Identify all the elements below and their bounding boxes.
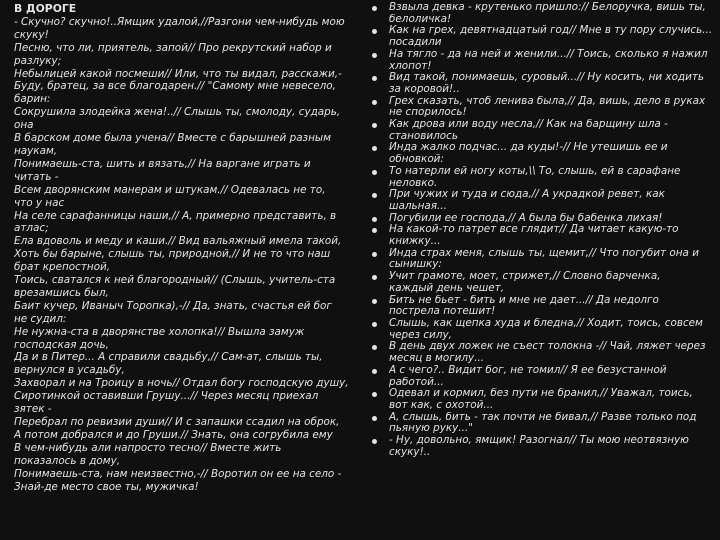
stanza-item	[370, 224, 718, 247]
stanza-line: А с чего?.. Видит бог, не томил// Я ее безустанной	[389, 364, 667, 376]
left-column	[14, 0, 360, 493]
stanza-line: пьяную руку..."	[389, 423, 474, 435]
bullet-icon	[372, 217, 377, 222]
stanza-line: шальная...	[389, 200, 447, 212]
stanza-item	[370, 119, 718, 142]
poem-line: Хоть бы барыне, слышь ты, природной,// И не то что наш	[14, 248, 331, 261]
poem-line: что у нас	[14, 196, 65, 209]
stanza-line: посадили	[389, 37, 442, 49]
bullet-icon	[372, 345, 377, 350]
stanza-line: А, слышь, бить - так почти не бивал,// Разве только под	[389, 411, 697, 423]
bullet-icon	[372, 252, 377, 257]
stanza-item	[370, 213, 718, 225]
stanza-line: неловко.	[389, 177, 438, 189]
poem-line: Да и в Питер... А справили свадьбу,// Сам-ат, слышь ты,	[14, 351, 323, 364]
poem-line: Понимаешь-ста, нам неизвестно,-// Воротил он ее на село -	[14, 467, 342, 480]
stanza-line: не спорилось!	[389, 107, 467, 119]
stanza-item	[370, 435, 718, 458]
bullet-icon	[372, 228, 377, 233]
poem-line: Баит кучер, Иваныч Торопка),-// Да, знать, счастья ей бог	[14, 299, 332, 312]
stanza-line: Погубили ее господа,// А была бы бабенка лихая!	[389, 212, 663, 224]
bullet-icon	[372, 369, 377, 374]
poem-line: В барском доме была учена// Вместе с барышней разным	[14, 132, 331, 145]
poem-line: скуку!	[14, 28, 49, 41]
stanza-line: - Ну, довольно, ямщик! Разогнал// Ты мою неотвязную	[389, 435, 689, 447]
right-column	[370, 0, 718, 458]
poem-line: показалось в дому,	[14, 454, 121, 467]
bullet-icon	[372, 299, 377, 304]
poem-line: Знай-де место свое ты, мужичка!	[14, 480, 199, 493]
poem-line: Захворал и на Троицу в ночь// Отдал богу господскую душу,	[14, 377, 349, 390]
stanza-line: Как дрова или воду несла,// Как на барщину шла -	[389, 119, 668, 131]
stanza-item	[370, 72, 718, 95]
poem-line: Сиротинкой оставивши Грушу...// Через месяц приехал	[14, 390, 319, 403]
bullet-icon	[372, 53, 377, 58]
stanza-line: работой...	[389, 376, 444, 388]
poem-line: читать -	[14, 170, 59, 183]
poem-line: она	[14, 119, 34, 132]
stanza-line: Учит грамоте, моет, стрижет,// Словно барченка,	[389, 271, 661, 283]
stanza-item	[370, 341, 718, 364]
poem-line: господская дочь,	[14, 338, 109, 351]
stanza-item	[370, 25, 718, 48]
stanza-line: На тягло - да на ней и женили...// Тоись, сколько я нажил	[389, 48, 708, 60]
stanza-line: Бить не бьет - бить и мне не дает...// Да недолго	[389, 294, 659, 306]
stanza-line: каждый день чешет,	[389, 282, 505, 294]
stanza-line: через силу,	[389, 329, 452, 341]
bullet-icon	[372, 6, 377, 11]
poem-line: наукам,	[14, 144, 58, 157]
poem-title: В ДОРОГЕ	[14, 3, 77, 15]
stanza-line: То натерли ей ногу коты,\\ То, слышь, ей в сарафане	[389, 165, 681, 177]
poem-line: - Скучно? скучно!..Ямщик удалой,//Разгони чем-нибудь мою	[14, 15, 345, 28]
poem-line: Всем дворянским манерам и штукам.// Одевалась не то,	[14, 183, 326, 196]
bullet-icon	[372, 416, 377, 421]
stanza-line: Одевал и кормил, без пути не бранил,// Уважал, тоись,	[389, 388, 693, 400]
stanza-line: Инда страх меня, слышь ты, щемит,// Что погубит она и	[389, 247, 699, 259]
poem-line: Ела вдоволь и меду и каши.// Вид вальяжный имела такой,	[14, 235, 342, 248]
stanza-item	[370, 412, 718, 435]
stanza-item	[370, 189, 718, 212]
poem-line: В чем-нибудь али напросто тесно// Вместе жить	[14, 441, 282, 454]
bullet-icon	[372, 100, 377, 105]
poem-line: Перебрал по ревизии души// И с запашки ссадил на оброк,	[14, 416, 340, 428]
stanza-item	[370, 365, 718, 388]
stanza-line: Инда жалко подчас... да куды!-// Не утешишь ее и	[389, 142, 668, 154]
poem-line: Песню, что ли, приятель, запой// Про рекрутский набор и	[14, 41, 332, 54]
poem-line: Понимаешь-ста, шить и вязать,// На варгане играть и	[14, 157, 311, 170]
stanza-item	[370, 295, 718, 318]
stanza-line: становилось	[389, 130, 458, 142]
right-poem-stanzas	[370, 2, 718, 458]
stanza-line: На какой-то патрет все глядит// Да читает какую-то	[389, 224, 679, 236]
bullet-icon	[372, 76, 377, 81]
stanza-line: обновкой:	[389, 154, 444, 166]
left-poem-lines	[14, 16, 360, 494]
bullet-icon	[372, 29, 377, 34]
poem-line: разлуку;	[14, 54, 62, 67]
stanza-line: белоличка!	[389, 13, 452, 25]
stanza-line: Вид такой, понимаешь, суровый...// Ну косить, ни ходить	[389, 72, 705, 84]
bullet-icon	[372, 146, 377, 151]
stanza-item	[370, 49, 718, 72]
poem-line: А потом добрался и до Груши.// Знать, она согрубила ему	[14, 428, 333, 441]
bullet-icon	[372, 322, 377, 327]
bullet-icon	[372, 439, 377, 444]
stanza-line: пострела потешит!	[389, 306, 496, 318]
stanza-line: Слышь, как щепка худа и бледна,// Ходит, тоись, совсем	[389, 317, 703, 329]
stanza-line: месяц в могилу...	[389, 353, 485, 365]
poem-line: врезамшись был,	[14, 286, 109, 299]
poem-line: Не нужна-ста в дворянстве холопка!// Вышла замуж	[14, 325, 305, 338]
stanza-line: сынишку:	[389, 259, 442, 271]
poem-line: не судил:	[14, 312, 67, 325]
stanza-item	[370, 388, 718, 411]
poem-line: барин:	[14, 93, 51, 106]
stanza-line: Взвыла девка - крутенько пришло:// Белоручка, вишь ты,	[389, 2, 706, 13]
stanza-line: вот как, с охотой...	[389, 399, 494, 411]
bullet-icon	[372, 123, 377, 128]
poem-line: На селе сарафанницы наши,// А, примерно представить, в	[14, 209, 337, 222]
stanza-line: Как на грех, девятнадцатый год// Мне в ту пору случись...	[389, 25, 713, 37]
stanza-line: Грех сказать, чтоб ленива была,// Да, вишь, дело в руках	[389, 95, 706, 107]
stanza-item	[370, 142, 718, 165]
stanza-line: В день двух ложек не съест толокна -// Чай, ляжет через	[389, 341, 706, 353]
poem-line: Небылицей какой посмеши// Или, что ты видал, расскажи,-	[14, 67, 342, 80]
poem-line: вернулся в усадьбу,	[14, 364, 125, 377]
stanza-line: При чужих и туда и сюда,// А украдкой ревет, как	[389, 189, 665, 201]
poem-line: Буду, братец, за все благодарен.// "Самому мне невесело,	[14, 80, 336, 93]
stanza-line: хлопот!	[389, 60, 432, 72]
stanza-line: книжку...	[389, 236, 441, 248]
stanza-item	[370, 96, 718, 119]
poem-line: атлас;	[14, 222, 49, 235]
stanza-item	[370, 271, 718, 294]
bullet-icon	[372, 170, 377, 175]
stanza-item	[370, 2, 718, 25]
stanza-item	[370, 166, 718, 189]
bullet-icon	[372, 193, 377, 198]
poem-line: зятек -	[14, 403, 52, 416]
poem-line: Тоись, сватался к ней благородный// (Слышь, учитель-ста	[14, 274, 336, 287]
stanza-line: за коровой!..	[389, 83, 460, 95]
stanza-line: скуку!..	[389, 446, 431, 458]
stanza-item	[370, 318, 718, 341]
poem-line: Сокрушила злодейка жена!..// Слышь ты, смолоду, сударь,	[14, 106, 341, 119]
bullet-icon	[372, 392, 377, 397]
stanza-item	[370, 248, 718, 271]
poem-line: брат крепостной,	[14, 261, 111, 274]
bullet-icon	[372, 275, 377, 280]
